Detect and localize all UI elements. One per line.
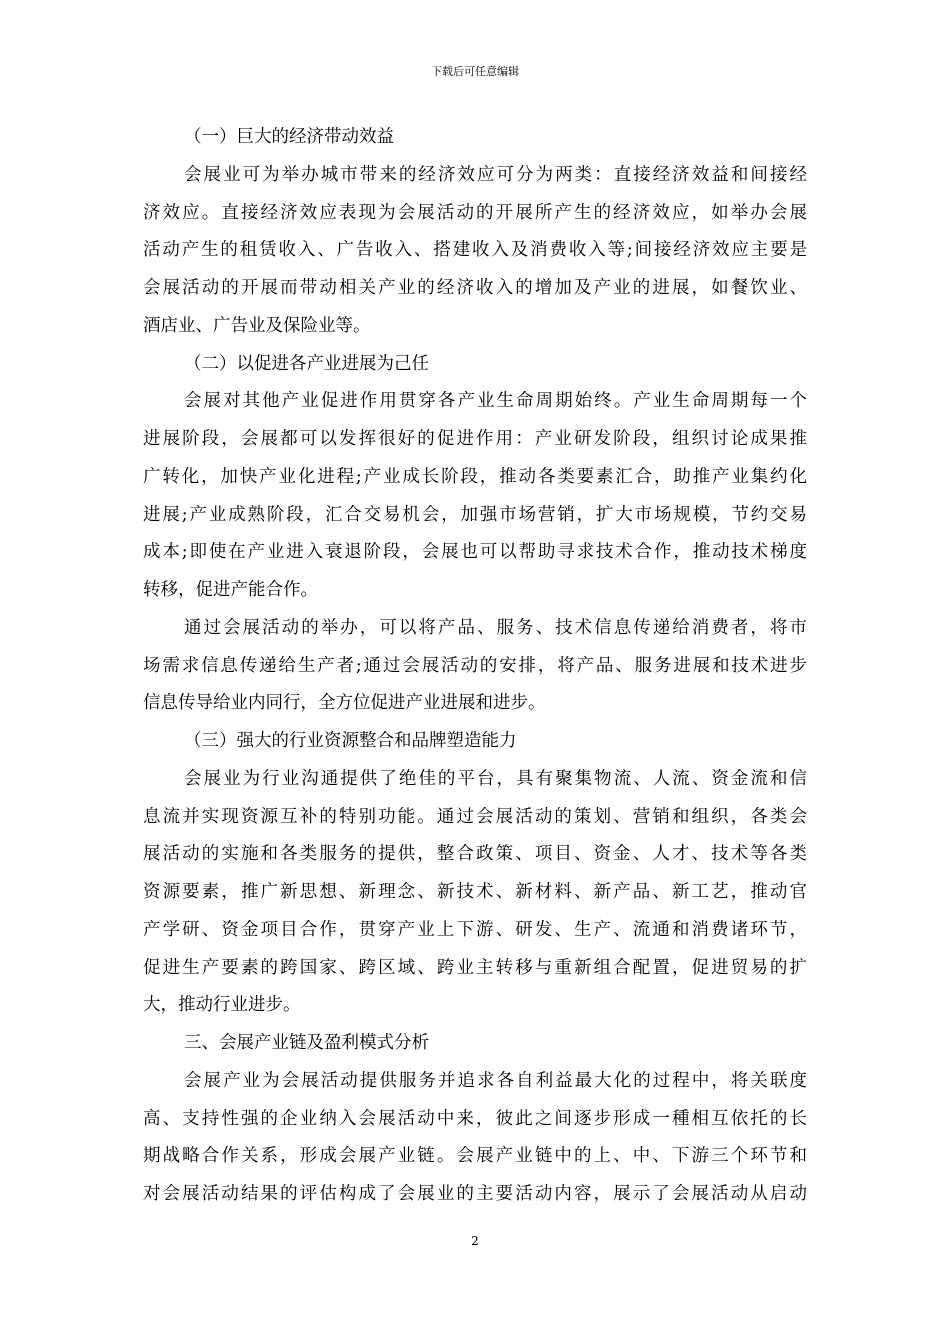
paragraph-line: 会展活动的开展而带动相关产业的经济收入的增加及产业的进展，如餐饮业、 [143, 278, 807, 298]
section-heading-main: 三、会展产业链及盈利模式分析 [184, 1033, 429, 1053]
paragraph-line: 转移，促进产能合作。 [143, 580, 318, 600]
paragraph-line: 展活动的实施和各类服务的提供，整合政策、项目、资金、人才、技术等各类 [143, 844, 807, 865]
paragraph-line: 资源要素，推广新思想、新理念、新技术、新材料、新产品、新工艺，推动官 [143, 882, 807, 902]
paragraph-line: 促进生产要素的跨国家、跨区域、跨业主转移与重新组合配置，促进贸易的扩 [143, 957, 807, 978]
paragraph-line: 济效应。直接经济效应表现为会展活动的开展所产生的经济效应，如举办会展 [143, 202, 807, 223]
paragraph-line: 酒店业、广告业及保险业等。 [143, 315, 371, 336]
paragraph-line: 大，推动行业进步。 [143, 995, 301, 1016]
paragraph-line: 信息传导给业内同行，全方位促进产业进展和进步。 [143, 693, 546, 714]
section-heading-2: （二）以促进各产业进展为己任 [184, 353, 429, 374]
document-body [143, 119, 807, 1214]
paragraph-line: 会展业为行业沟通提供了绝佳的平台，具有聚集物流、人流、资金流和信 [184, 768, 807, 789]
page-header: 下载后可任意编辑 [431, 65, 519, 78]
paragraph-line: 活动产生的租赁收入、广告收入、搭建收入及消费收入等;间接经济效应主要是 [143, 240, 807, 261]
paragraph-line: 场需求信息传递给生产者;通过会展活动的安排，将产品、服务进展和技术进步 [143, 655, 807, 676]
paragraph-line: 期战略合作关系，形成会展产业链。会展产业链中的上、中、下游三个环节和 [143, 1146, 807, 1167]
paragraph-line: 高、支持性强的企业纳入会展活动中来，彼此之间逐步形成一種相互依托的长 [143, 1108, 807, 1129]
paragraph-line: 成本;即使在产业进入衰退阶段，会展也可以帮助寻求技术合作，推动技术梯度 [143, 542, 807, 563]
paragraph-line: 会展对其他产业促进作用贯穿各产业生命周期始终。产业生命周期每一个 [184, 391, 807, 412]
paragraph-line: 进展;产业成熟阶段，汇合交易机会，加强市场营销，扩大市场规模，节约交易 [143, 504, 807, 525]
paragraph-line: 对会展活动结果的评估构成了会展业的主要活动内容，展示了会展活动从启动 [143, 1184, 807, 1204]
paragraph-line: 广转化，加快产业化进程;产业成长阶段，推动各类要素汇合，助推产业集约化 [143, 466, 807, 487]
paragraph-line: 进展阶段，会展都可以发挥很好的促进作用：产业研发阶段，组织讨论成果推 [143, 429, 807, 449]
paragraph-line: 会展业可为举办城市带来的经济效应可分为两类：直接经济效益和间接经 [184, 164, 807, 185]
section-heading-1: （一）巨大的经济带动效益 [184, 127, 394, 147]
paragraph-line: 产学研、资金项目合作，贯穿产业上下游、研发、生产、流通和消费诸环节， [143, 919, 807, 940]
section-heading-3: （三）强大的行业资源整合和品牌塑造能力 [184, 731, 517, 751]
paragraph-line: 会展产业为会展活动提供服务并追求各自利益最大化的过程中，将关联度 [184, 1070, 807, 1091]
page-number: 2 [471, 1234, 479, 1248]
paragraph-line: 息流并实现资源互补的特别功能。通过会展活动的策划、营销和组织，各类会 [143, 806, 807, 827]
paragraph-line: 通过会展活动的举办，可以将产品、服务、技术信息传递给消费者，将市 [184, 617, 807, 638]
